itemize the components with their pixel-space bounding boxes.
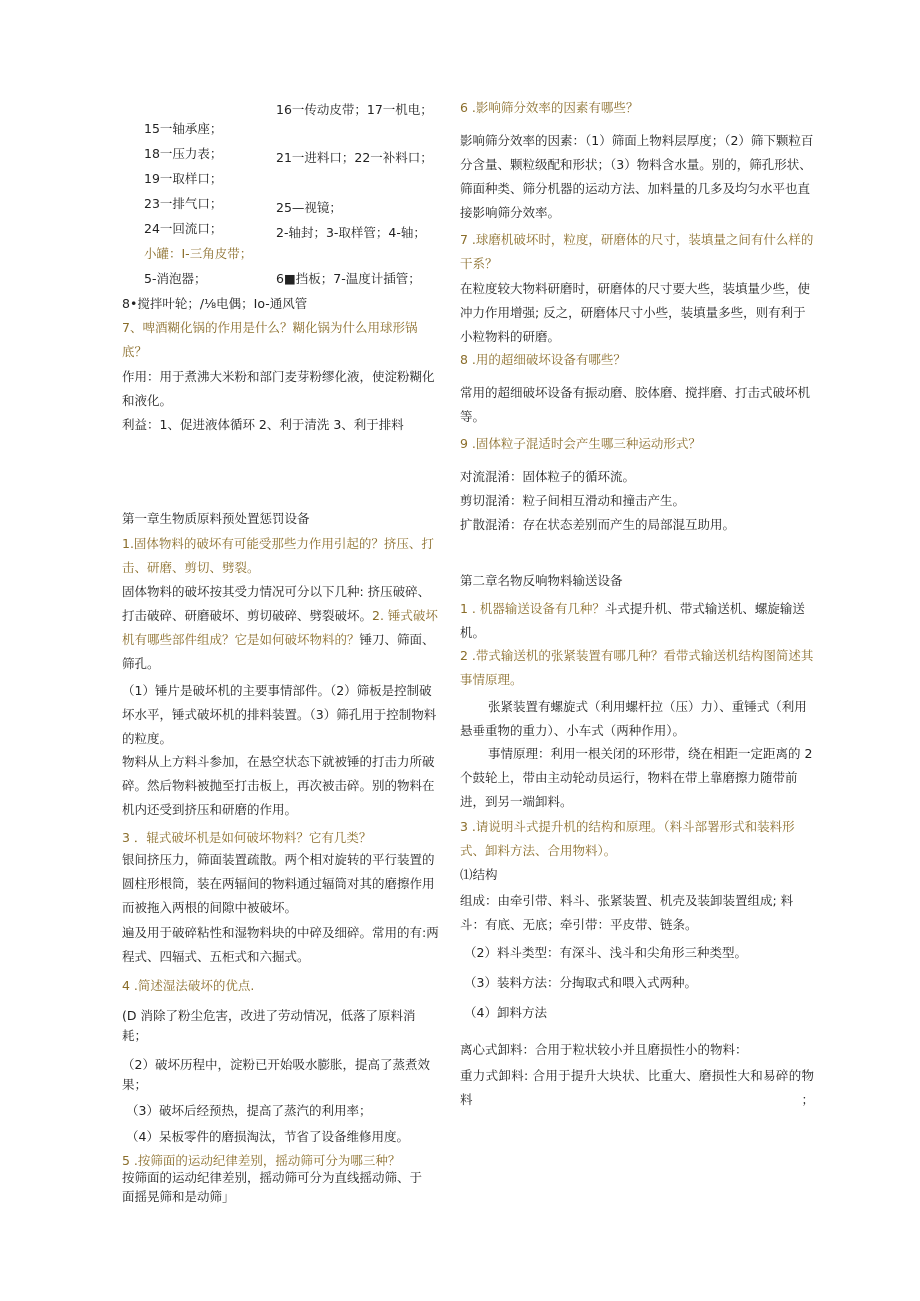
answer-paragraph: 常用的超细破坏设备有振动磨、胶体磨、搅拌磨、打击式破坏机等。 [460, 385, 811, 424]
answer-paragraph: 张紧装置有螺旋式（利用螺杆拉（压）力）、重锤式（利用悬垂重物的重力）、小车式（两种作用）。 [460, 699, 807, 738]
answer-paragraph: 对流混淆：固体粒子的循环流。 [460, 469, 636, 484]
legend-text: 25—视镜； [276, 200, 342, 215]
answer-paragraph: 扩散混淆：存在状态差别而产生的局部混互助用。 [460, 517, 736, 532]
question-heading: 3 ．辊式破坏机是如何破坏物料？它有几类？ [122, 830, 372, 845]
answer-text: 斗式提升机、带式输送机、螺旋输送机。 [460, 601, 805, 640]
answer-paragraph: （3）破坏后经预热，提高了蒸汽的利用率； [126, 1103, 372, 1118]
legend-text: 5-消泡器； [144, 271, 207, 286]
legend-text: 24一回流口； [144, 221, 223, 236]
question-heading: 7 .球磨机破坏时，粒度，研磨体的尺寸，装填量之间有什么样的干系？ [460, 232, 814, 271]
answer-paragraph: 遍及用于破碎粘性和湿物料块的中碎及细碎。常用的有:两程式、四辐式、五柜式和六掘式。 [122, 925, 439, 964]
legend-text: 8•搅拌叶轮；/⅛电偶；Io-通风管 [122, 296, 308, 311]
answer-paragraph: 事情原理：利用一根关闭的环形带，绕在相距一定距离的 2 个鼓轮上，带由主动轮动员运行，物料在带上靠磨擦力随带前进，到另一端卸料。 [460, 746, 813, 809]
legend-text: 15一轴承座； [144, 121, 223, 136]
answer-paragraph: 按筛面的运动纪律差别，摇动筛可分为直线摇动筛、于面摇晃筛和是动筛」 [122, 1170, 423, 1204]
answer-paragraph: 作用：用于煮沸大米粉和部门麦芽粉缪化液，使淀粉糊化和液化。 [122, 369, 435, 408]
answer-paragraph: 利益：1、促进液体循环 2、利于清洗 3、利于排料 [122, 417, 404, 432]
question-heading: 7、啤酒糊化锅的作用是什么？糊化锅为什么用球形锅底？ [122, 320, 418, 359]
section-label: ⑴结构 [460, 867, 498, 882]
chapter-title: 第一章生物质原料预处置惩罚设备 [122, 511, 310, 526]
question-heading: 6 .影响筛分效率的因素有哪些？ [460, 100, 639, 115]
legend-text: 23一排气口； [144, 196, 223, 211]
answer-paragraph: 离心式卸料：合用于粒状较小并且磨损性小的物料： [460, 1042, 748, 1057]
answer-paragraph: （2）料斗类型：有深斗、浅斗和尖角形三种类型。 [464, 945, 747, 960]
answer-paragraph: 剪切混淆：粒子间相互滑动和撞击产生。 [460, 493, 686, 508]
question-block [460, 597, 814, 645]
question-heading: 8 .用的超细破坏设备有哪些？ [460, 352, 626, 367]
answer-paragraph: （3）装料方法：分掏取式和喂入式两种。 [464, 975, 697, 990]
legend-text: 2-轴封；3-取样管；4-轴； [276, 225, 426, 240]
question-heading: 3 .请说明斗式提升机的结构和原理。（料斗部署形式和装料形式、卸料方法、合用物料）。 [460, 819, 795, 858]
question-heading: 4 .简述湿法破坏的优点. [122, 978, 255, 993]
question-heading: 5 .按筛面的运动纪律差别，摇动筛可分为哪三种？ [122, 1153, 401, 1168]
question-heading: 2. 锤式破坏机有哪些部件组成？它是如何破坏物料的？ [122, 608, 438, 647]
question-block [122, 532, 440, 676]
answer-paragraph: （4）呆板零件的磨损淘汰，节省了设备维修用度。 [126, 1129, 409, 1144]
legend-text: 小罐：I-三角皮带； [144, 246, 253, 261]
answer-paragraph: (D 消除了粉尘危害，改进了劳动情况，低落了原料消耗； [122, 1008, 416, 1043]
legend-text: 19一取样口； [144, 171, 223, 186]
answer-paragraph: 影响筛分效率的因素：（1）筛面上物料层厚度；（2）筛下颗粒百分含量、颗粒级配和形状；（3）物料含水量。别的，筛孔形状、筛面种类、筛分机器的运动方法、加料量的几多及均匀水平也直接影响筛分效率。 [460, 133, 814, 220]
answer-paragraph: （2）破坏历程中，淀粉已开始吸水膨胀，提高了蒸煮效果； [122, 1057, 430, 1092]
legend-text: 18一压力表； [144, 146, 223, 161]
question-heading: 2 .带式输送机的张紧装置有哪几种？看带式输送机结构图简述其事情原理。 [460, 648, 814, 687]
answer-paragraph: 重力式卸料: 合用于提升大块状、比重大、磨损性大和易碎的物料； [460, 1068, 814, 1107]
legend-text: 21一进料口；22一补料口； [276, 150, 433, 165]
question-heading: 1 . 机器输送设备有几种？ [460, 601, 605, 616]
answer-paragraph: 在粒度较大物料研磨时，研磨体的尺寸要大些，装填量少些，使冲力作用增强; 反之，研磨体尺寸小些，装填量多些，则有利于小粒物料的研磨。 [460, 281, 811, 344]
answer-text: 固体物料的破坏按其受力情况可分以下几种: 挤压破碎、打击破碎、研磨破坏、剪切破碎、劈裂破坏。 [122, 584, 431, 623]
question-heading: 9 .固体粒子混适时会产生哪三种运动形式？ [460, 436, 701, 451]
legend-text: 16一传动皮带；17一机电； [276, 102, 433, 117]
answer-paragraph: 物料从上方料斗参加，在悬空状态下就被锤的打击力所破碎。然后物料被抛至打击板上，再次被击碎。别的物料在机内还受到挤压和研磨的作用。 [122, 754, 435, 817]
chapter-title: 第二章名物反响物料输送设备 [460, 573, 623, 588]
answer-paragraph: 组成：由牵引带、料斗、张紧装置、机壳及装卸装置组成; 料斗：有底、无底；牵引带：平皮带、链条。 [460, 893, 794, 932]
answer-paragraph: （4）卸料方法 [464, 1005, 547, 1020]
answer-paragraph [122, 580, 440, 676]
answer-text: 锤刀、筛面、筛孔。 [122, 632, 435, 671]
answer-paragraph: （1）锤片是破坏机的主要事情部件。（2）筛板是控制破坏水平，锤式破坏机的排料装置。（3）筛孔用于控制物料的粒度。 [122, 683, 437, 746]
legend-text: 6■挡板；7-温度计插管； [276, 271, 421, 286]
question-heading: 1.固体物料的破坏有可能受那些力作用引起的？挤压、打击、研磨、剪切、劈裂。 [122, 536, 434, 575]
answer-paragraph: 银间挤压力，筛面装置疏散。两个相对旋转的平行装置的圆柱形根筒，装在两辐间的物料通过辐筒对其的磨擦作用而被拖入两根的间隙中被破坏。 [122, 852, 435, 915]
